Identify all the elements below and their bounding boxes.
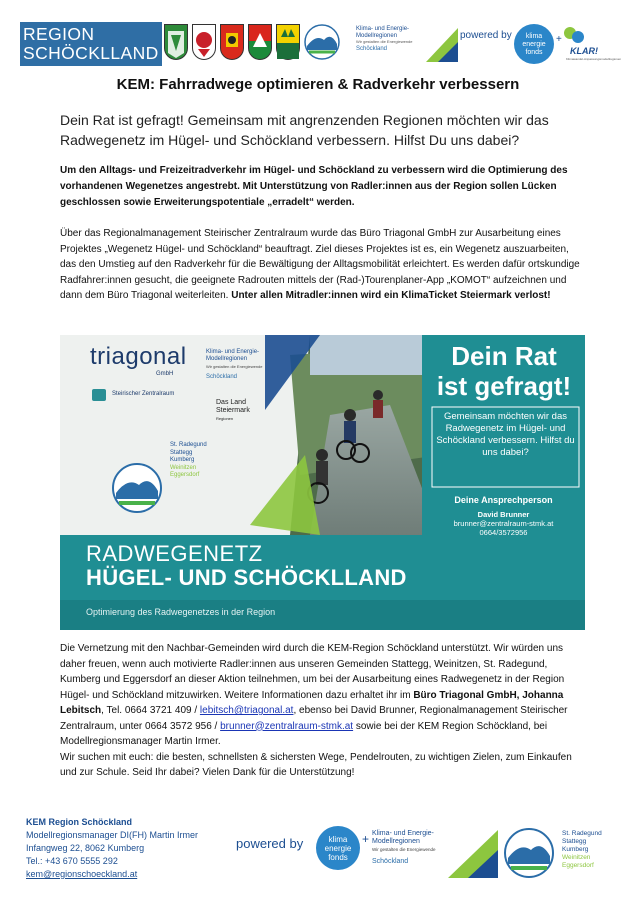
footer-contact xyxy=(26,816,198,881)
footer-kem-triangle-icon xyxy=(446,826,498,878)
zentralraum-logo: Steirischer Zentralraum xyxy=(112,391,175,397)
intro-text: Dein Rat ist gefragt! Gemeinsam mit angrenzenden Regionen möchten wir das Radwegenetz im Hügel- und Schöckland verbessern. Hilfst Du uns dabei? xyxy=(60,112,549,148)
footer-municipalities xyxy=(562,830,602,870)
municipality-name: Kumberg xyxy=(562,846,589,853)
poster-kem-logo xyxy=(206,349,262,381)
municipality-name: Eggersdorf xyxy=(170,472,200,478)
klar-leaf-icon xyxy=(562,24,586,48)
paragraph-1 xyxy=(60,226,582,304)
poster-headline-line: ist gefragt! xyxy=(436,371,572,401)
kem-logo-text: Wir gestalten die Energiewende xyxy=(356,39,413,44)
crest-icon xyxy=(220,24,244,60)
footer-powered-by: powered by xyxy=(236,836,304,851)
footer-kem-text: Modellregionen xyxy=(372,838,420,845)
footer-klima-fonds-text: klima energie fonds xyxy=(324,835,352,862)
municipality-name: Stattegg xyxy=(170,449,193,456)
poster-big-title-2: HÜGEL- UND SCHÖCKLLAND xyxy=(86,565,407,590)
contact-title: Deine Ansprechperson xyxy=(454,495,553,505)
header-bar xyxy=(20,22,622,66)
brunner-email-link[interactable]: brunner@zentralraum-stmk.at xyxy=(220,720,354,732)
poster-headline xyxy=(428,341,580,401)
footer-kem-text: Klima- und Energie- xyxy=(372,830,434,837)
municipality-name: Weinitzen xyxy=(562,854,591,861)
municipality-name: Stattegg xyxy=(562,838,587,845)
footer-line: Tel.: +43 670 5555 292 xyxy=(26,856,118,866)
klima-energie-fonds-logo xyxy=(514,24,554,64)
municipality-name: Kumberg xyxy=(170,457,195,463)
footer-title: KEM Region Schöckland xyxy=(26,817,133,827)
region-schoeckland-logo xyxy=(20,22,162,66)
footer-kem-logo xyxy=(372,830,436,866)
footer-email-link[interactable]: kem@regionschoeckland.at xyxy=(26,869,138,879)
poster-box-text: Gemeinsam möchten wir das Radwegenetz im Hügel- und Schöckland verbessern. Hilfst du uns dabei? xyxy=(436,411,575,458)
lebitsch-email-link[interactable]: lebitsch@triagonal.at xyxy=(199,705,294,716)
poster-kem-text: Modellregionen xyxy=(206,356,248,362)
kem-logo-text: Modellregionen xyxy=(356,32,398,39)
contact-phone: 0664/3572956 xyxy=(479,528,528,537)
contact-details xyxy=(422,510,585,537)
paragraph-2-text: sowie bei der KEM Region Schöckland, bei Modellregionsmanager Martin Irmer. xyxy=(60,720,548,747)
poster-big-title-1: RADWEGENETZ xyxy=(86,541,263,566)
triagonal-contact: Büro Triagonal GmbH, Johanna Lebitsch xyxy=(60,689,564,716)
contact-mail: brunner@zentralraum-stmk.at xyxy=(453,519,554,528)
poster-bottom-text: Optimierung des Radwegenetzes in der Region xyxy=(86,607,276,617)
contact-name: David Brunner xyxy=(477,510,530,519)
klimaticket-note: Unter allen Mitradler:innen wird ein KlimaTicket Steiermark verlost! xyxy=(231,290,551,301)
radwegenetz-poster xyxy=(60,335,585,630)
footer-kem-text: Wir gestalten die Energiewende xyxy=(372,847,436,852)
kem-logo-text: Klima- und Energie- xyxy=(356,26,410,32)
zentralraum-icon xyxy=(92,389,106,401)
hills-logo-icon xyxy=(304,24,340,60)
paragraph-2-text: Die Vernetzung mit den Nachbar-Gemeinden wird durch die KEM-Region Schöckland unterstützt. Wir würden uns daher freuen, wenn auch motivierte Radler:innen aus unseren Gemeinden Stattegg, Weinitzen, St. Radegund, Kumberg und Eggersdorf an dieser Aktion teilnehmen, um bei der Ausarbeitung eines Radwegenetz in der Region Hügel- und Schöckland mitzuwirken. Weitere Informationen dazu erhaltet ihr im xyxy=(60,643,565,701)
footer-kem-text: Schöckland xyxy=(372,858,409,865)
crest-icon xyxy=(164,24,188,60)
powered-by-block: powered by klima energie fonds + KLAR! Klimawandel-Anpassungsmodellregionen xyxy=(458,24,616,64)
poster-municipalities xyxy=(170,442,207,480)
municipality-name: St. Radegund xyxy=(170,442,207,448)
municipality-name: Weinitzen xyxy=(170,464,197,471)
footer-klima-fonds-logo xyxy=(316,826,360,870)
poster-headline-line: Dein Rat xyxy=(451,341,557,371)
crest-icon xyxy=(192,24,216,60)
paragraph-2 xyxy=(60,641,586,781)
footer-hills-logo-icon xyxy=(504,828,554,878)
region-logo-line1: REGION xyxy=(23,24,95,44)
powered-by-text: powered by xyxy=(460,30,512,41)
paragraph-1-text: Über das Regionalmanagement Steirischer Zentralraum wurde das Büro Triagonal GmbH zur Ausarbeitung eines Projektes „Wegenetz Hügel- und Schöckland“ beauftragt. Ziel dieses Projektes ist es, ein Wegenetz auszuarbeiten, das den Umstieg auf den Radverkehr für die Bewältigung der Alltagsmobilität erleichtert. Es werden dafür ortskundige Radfahrer:innen gesucht, die geeignete Radrouten mittels der (Rad-)Tourenplaner-App „KOMOT“ aufzeichnen und dann dem Büro Triagonal weiterleiten. xyxy=(60,228,580,301)
steiermark-text: Regionen xyxy=(216,416,234,421)
poster-kem-text: Klima- und Energie- xyxy=(206,349,260,355)
footer-line: Modellregionsmanager DI(FH) Martin Irmer xyxy=(26,830,199,840)
poster-kem-text: Schöckland xyxy=(206,374,238,380)
triagonal-gmbh: GmbH xyxy=(156,371,174,377)
municipality-name: Eggersdorf xyxy=(562,862,594,869)
steiermark-text: Steiermark xyxy=(216,407,250,414)
paragraph-2-text: , ebenso bei David Brunner, Regionalmanagement Steirischer Zentralraum, unter 0664 3572 956 / xyxy=(60,705,568,732)
paragraph-3-text: Wir suchen mit euch: die besten, schnellsten & sichersten Wege, Pendelrouten, zu wichtigen Zielen, zum Einkaufen und zur Schule. Seid Ihr dabei? Vielen Dank für die Unterstützung! xyxy=(60,751,572,778)
steiermark-text: Das Land xyxy=(216,399,246,406)
steiermark-logo xyxy=(216,399,250,423)
region-logo-line2: SCHÖCKLLAND xyxy=(23,43,159,63)
hills-logo-icon xyxy=(112,463,162,513)
klima-fonds-text: klima energie fonds xyxy=(522,33,546,56)
bold-paragraph: Um den Alltags- und Freizeitradverkehr im Hügel- und Schöckland zu verbessern wird die Optimierung des vorhandenen Wegenetzes angestrebt. Mit Unterstützung von Radler:innen aus der Region sollen Lücken geschlossen sowie Erweiterungspotentiale „erradelt“ werden. xyxy=(60,165,568,208)
crest-icon xyxy=(276,24,300,60)
page-title: KEM: Fahrradwege optimieren & Radverkehr verbessern xyxy=(116,76,520,93)
kem-logo xyxy=(350,24,458,62)
paragraph-2-text: , Tel. 0664 3721 409 / xyxy=(101,705,200,716)
klar-sub-text: Klimawandel-Anpassungsmodellregionen xyxy=(566,57,622,61)
municipality-name: St. Radegund xyxy=(562,830,602,837)
poster-kem-text: Wir gestalten die Energiewende xyxy=(206,364,263,369)
crest-icon xyxy=(248,24,272,60)
klar-logo-text: KLAR! xyxy=(570,46,598,56)
kem-logo-text: Schöckland xyxy=(356,45,388,52)
footer-line: Infangweg 22, 8062 Kumberg xyxy=(26,843,145,853)
triagonal-logo: triagonal xyxy=(90,343,187,370)
